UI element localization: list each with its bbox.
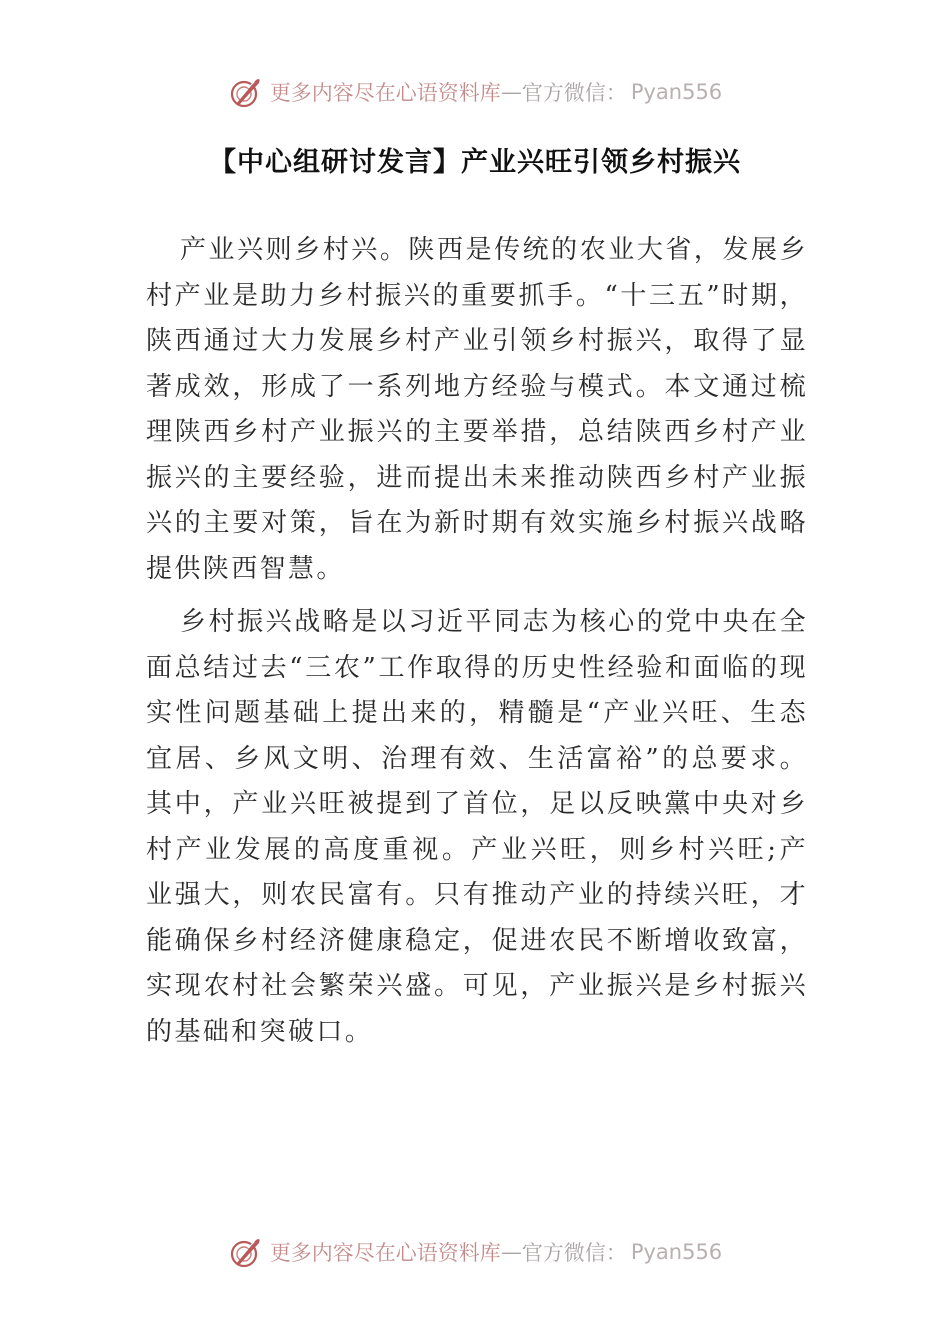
watermark-brand: 更多内容尽在心语资料库 [269,81,501,105]
document-body [146,228,808,1063]
watermark-official: 官方微信： [521,81,627,105]
document-title: 【中心组研讨发言】产业兴旺引领乡村振兴 [209,147,741,178]
quill-logo-icon [228,1234,264,1270]
watermark-dash: — [500,80,522,104]
paragraph-1: 产业兴则乡村兴。陕西是传统的农业大省，发展乡村产业是助力乡村振兴的重要抓手。“十三五”时期，陕西通过大力发展乡村产业引领乡村振兴，取得了显著成效，形成了一系列地方经验与模式。本文通过梳理陕西乡村产业振兴的主要举措，总结陕西乡村产业振兴的主要经验，进而提出未来推动陕西乡村产业振兴的主要对策，旨在为新时期有效实施乡村振兴战略提供陕西智慧。 [146,235,808,584]
paragraph-2: 乡村振兴战略是以习近平同志为核心的党中央在全面总结过去“三农”工作取得的历史性经验和面临的现实性问题基础上提出来的，精髓是“产业兴旺、生态宜居、乡风文明、治理有效、生活富裕”的总要求。其中，产业兴旺被提到了首位，足以反映黨中央对乡村产业发展的高度重视。产业兴旺，则乡村兴旺;产业强大，则农民富有。只有推动产业的持续兴旺，才能确保乡村经济健康稳定，促进农民不断增收致富，实现农村社会繁荣兴盛。可见，产业振兴是乡村振兴的基础和突破口。 [146,607,808,1047]
quill-logo-icon [228,74,264,110]
watermark-brand: 更多内容尽在心语资料库 [269,1241,501,1265]
header-watermark [0,72,950,112]
watermark-dash: — [500,1240,522,1264]
footer-watermark [0,1232,950,1272]
watermark-official: 官方微信： [521,1241,627,1265]
watermark-wechat-id: Pyan556 [630,1240,723,1264]
watermark-wechat-id: Pyan556 [630,80,723,104]
